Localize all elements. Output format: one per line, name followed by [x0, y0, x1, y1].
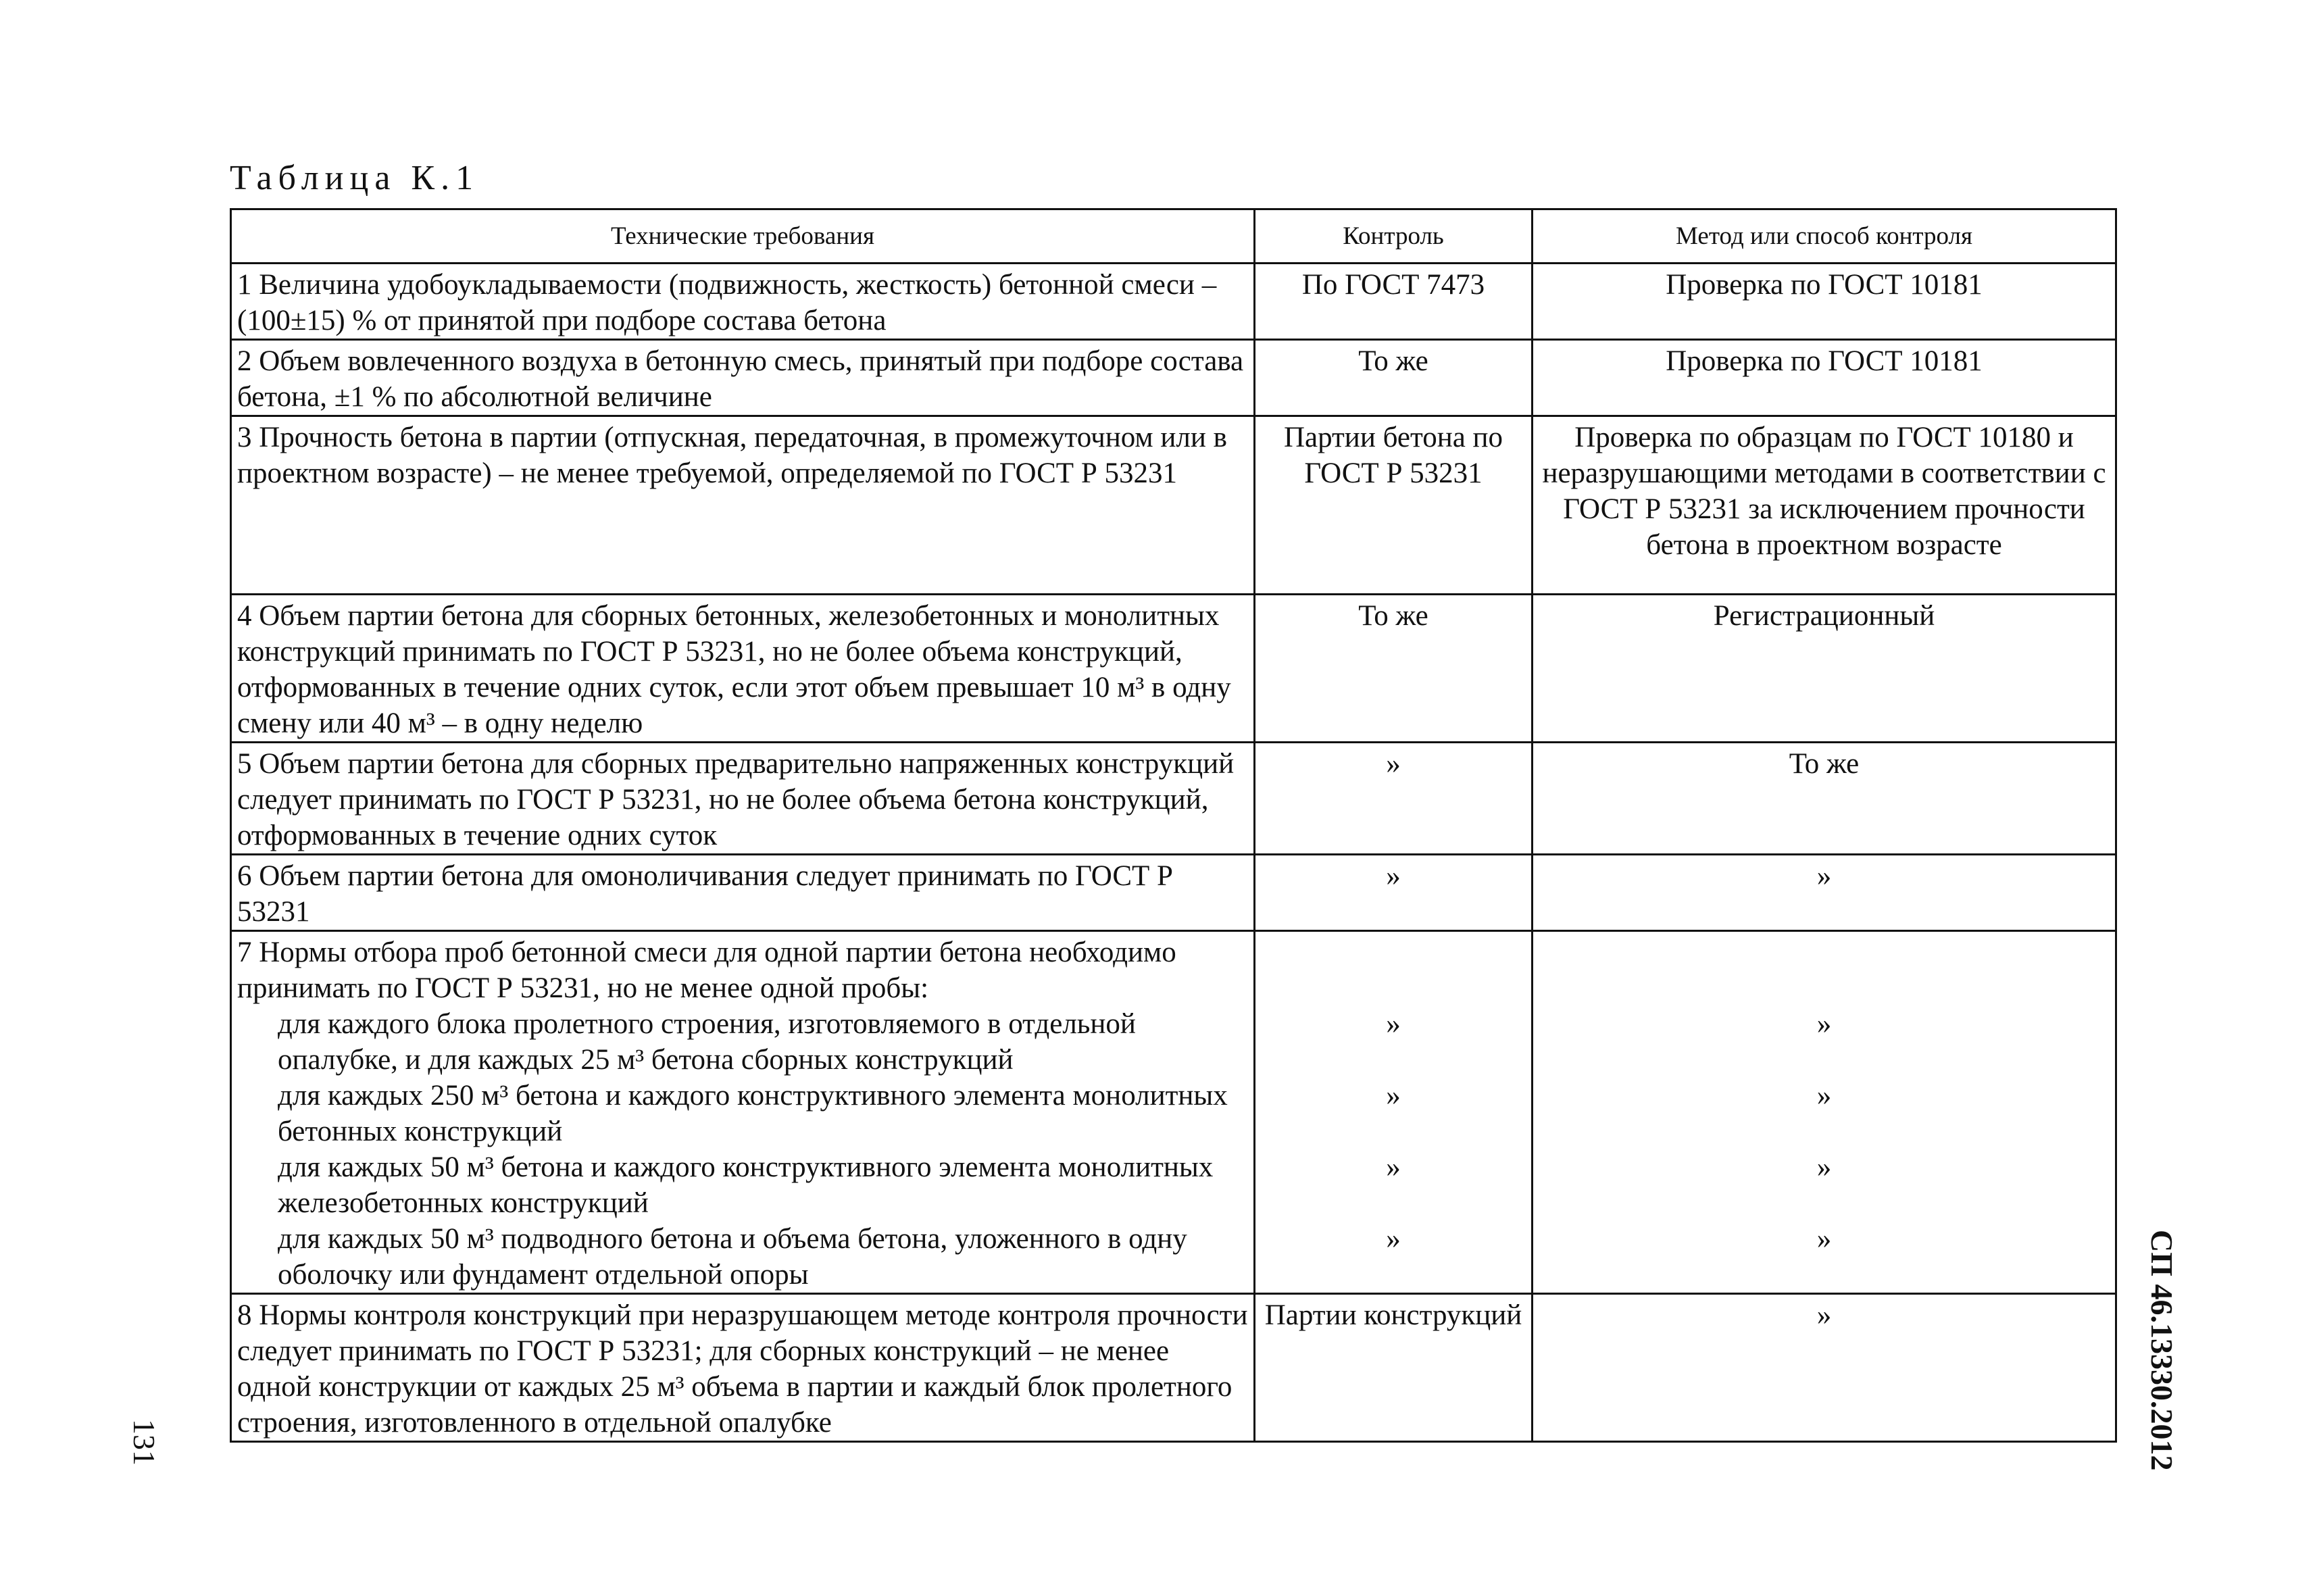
- header-control: Контроль: [1255, 209, 1533, 264]
- method-cell: »: [1533, 1294, 2116, 1442]
- method-cell: Проверка по ГОСТ 10181: [1533, 264, 2116, 340]
- table-row: [231, 855, 2116, 931]
- requirement-cell: 1 Величина удобоукладываемости (подвижность, жесткость) бетонной смеси – (100±15) % от принятой при подборе состава бетона: [231, 264, 1255, 340]
- ditto-mark: »: [1816, 1080, 1832, 1112]
- control-cell: То же: [1255, 340, 1533, 416]
- control-cell: То же: [1255, 595, 1533, 743]
- requirement-cell: 5 Объем партии бетона для сборных предварительно напряженных конструкций следует принимать по ГОСТ Р 53231, но не более объема бетона конструкций, отформованных в течение одних суток: [231, 743, 1255, 855]
- method-cell: Проверка по образцам по ГОСТ 10180 и неразрушающими методами в соответствии с ГОСТ Р 53231 за исключением прочности бетона в проектном возрасте: [1533, 416, 2116, 595]
- table-header-row: [231, 209, 2116, 264]
- requirement-cell: 3 Прочность бетона в партии (отпускная, передаточная, в промежуточном или в проектном возрасте) – не менее требуемой, определяемой по ГОСТ Р 53231: [231, 416, 1255, 595]
- spec-table: [230, 208, 2117, 1443]
- table-row: [231, 264, 2116, 340]
- requirement-cell: 2 Объем вовлеченного воздуха в бетонную смесь, принятый при подборе состава бетона, ±1 % по абсолютной величине: [231, 340, 1255, 416]
- control-cell: Партии конструкций: [1255, 1294, 1533, 1442]
- method-cell: То же: [1533, 743, 2116, 855]
- sampling-item: для каждого блока пролетного строения, изготовляемого в отдельной опалубке, и для каждых 25 м³ бетона сборных конструкций: [278, 1008, 1136, 1076]
- requirement-cell: 6 Объем партии бетона для омоноличивания следует принимать по ГОСТ Р 53231: [231, 855, 1255, 931]
- sampling-item: для каждых 250 м³ бетона и каждого конструктивного элемента монолитных бетонных конструкций: [278, 1080, 1228, 1147]
- table-row: [231, 743, 2116, 855]
- ditto-mark: »: [1386, 1080, 1401, 1112]
- table-caption: Таблица К.1: [230, 159, 480, 197]
- page-number: 131: [127, 1419, 161, 1466]
- header-method: Метод или способ контроля: [1533, 209, 2116, 264]
- control-cell: »: [1255, 743, 1533, 855]
- control-cell: По ГОСТ 7473: [1255, 264, 1533, 340]
- control-cell: Партии бетона по ГОСТ Р 53231: [1255, 416, 1533, 595]
- document-code: СП 46.13330.2012: [2145, 1230, 2179, 1471]
- sampling-item: для каждых 50 м³ подводного бетона и объема бетона, уложенного в одну оболочку или фундамент отдельной опоры: [278, 1223, 1187, 1291]
- method-cell: Проверка по ГОСТ 10181: [1533, 340, 2116, 416]
- control-cell: »: [1255, 855, 1533, 931]
- ditto-mark: »: [1816, 1223, 1832, 1255]
- requirement-cell: 4 Объем партии бетона для сборных бетонных, железобетонных и монолитных конструкций принимать по ГОСТ Р 53231, но не более объема конструкций, отформованных в течение одних суток, если этот объем превышает 10 м³ в одну смену или 40 м³ – в одну неделю: [231, 595, 1255, 743]
- ditto-mark: »: [1386, 1223, 1401, 1255]
- ditto-mark: »: [1386, 1008, 1401, 1040]
- header-requirements: Технические требования: [231, 209, 1255, 264]
- sampling-item: для каждых 50 м³ бетона и каждого конструктивного элемента монолитных железобетонных конструкций: [278, 1151, 1214, 1219]
- table-row: [231, 416, 2116, 595]
- method-cell: [1533, 931, 2116, 1294]
- ditto-mark: »: [1386, 1151, 1401, 1183]
- requirement-cell: 8 Нормы контроля конструкций при неразрушающем методе контроля прочности следует принимать по ГОСТ Р 53231; для сборных конструкций – не менее одной конструкции от каждых 25 м³ объема в партии и каждый блок пролетного строения, изготовленного в отдельной опалубке: [231, 1294, 1255, 1442]
- control-cell: [1255, 931, 1533, 1294]
- requirement-cell: [231, 931, 1255, 1294]
- ditto-mark: »: [1816, 1151, 1832, 1183]
- table-row-sampling: [231, 931, 2116, 1294]
- table-row: [231, 340, 2116, 416]
- ditto-mark: »: [1816, 1008, 1832, 1040]
- table-row: [231, 595, 2116, 743]
- method-cell: »: [1533, 855, 2116, 931]
- sampling-intro: 7 Нормы отбора проб бетонной смеси для одной партии бетона необходимо принимать по ГОСТ Р 53231, но не менее одной пробы:: [237, 937, 1176, 1004]
- table-row: [231, 1294, 2116, 1442]
- method-cell: Регистрационный: [1533, 595, 2116, 743]
